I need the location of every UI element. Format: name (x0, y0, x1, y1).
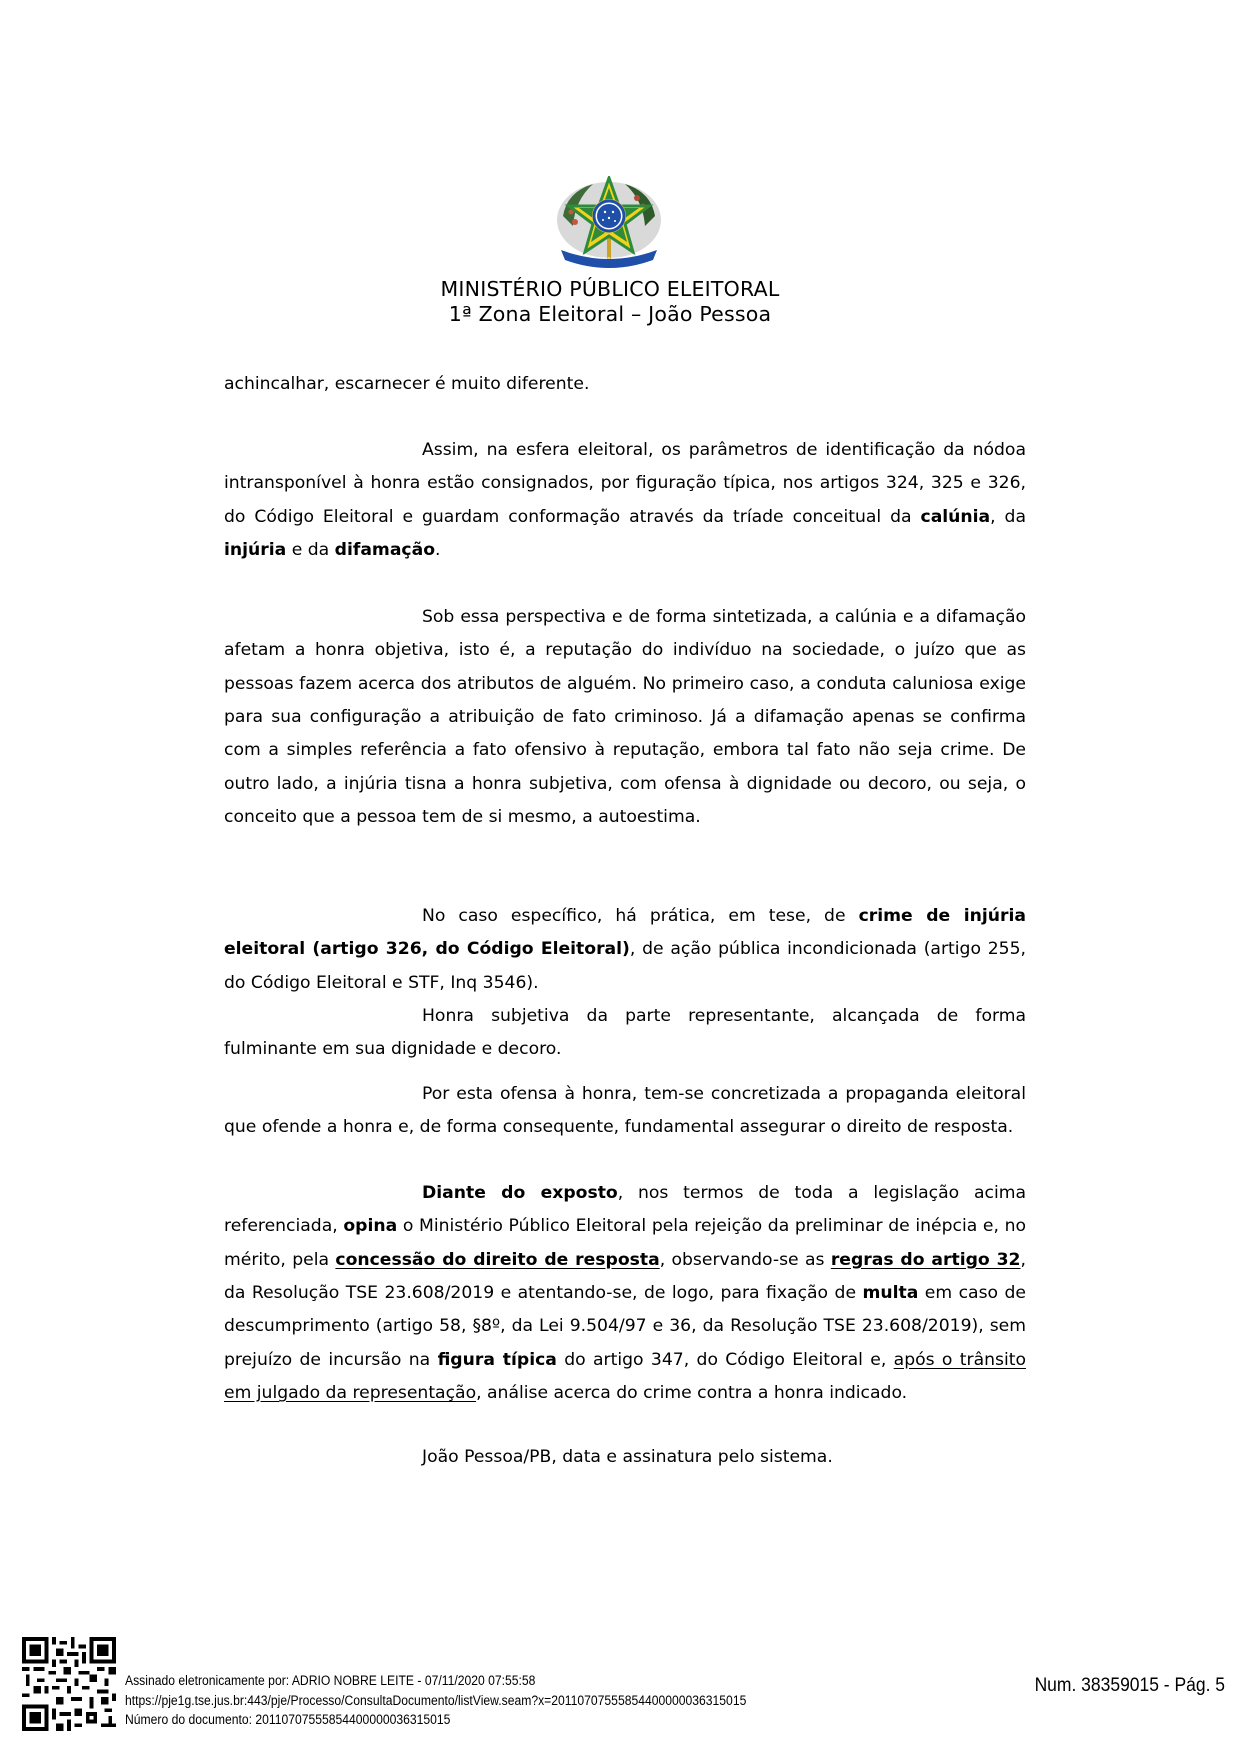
text-run: . (435, 540, 441, 561)
qr-code-icon[interactable] (22, 1637, 116, 1731)
paragraph-text: achincalhar, escarnecer é muito diferente. (224, 374, 590, 394)
paragraph-3 (224, 900, 1026, 1000)
bold-figura-tipica: figura típica (437, 1349, 557, 1370)
text-run: em caso de descumprimento (artigo 58, §8º, da Lei 9.504/97 e 36, da Resolução TSE 23.608/2019), sem prejuízo de incursão na (224, 1283, 1026, 1370)
bold-underlined-concessao: concessão do direito de resposta (335, 1249, 660, 1270)
header-subtitle: 1ª Zona Eleitoral – João Pessoa (448, 302, 772, 326)
text-run: No caso específico, há prática, em tese, de (422, 906, 859, 926)
text-run: , análise acerca do crime contra a honra indicado. (476, 1383, 908, 1404)
bold-diante-do-exposto: Diante do exposto (422, 1183, 618, 1203)
bold-term-calunia: calúnia (920, 506, 991, 527)
closing-line: João Pessoa/PB, data e assinatura pelo sistema. (422, 1447, 833, 1467)
text-run: Assim, na esfera eleitoral, os parâmetros de identificação da nódoa intransponível à honra estão consignados, por figuração típica, nos artigos 324, 325 e 326, do Código Eleitoral e guardam conformação através da tríade conceitual da (224, 440, 1026, 527)
text-run: , da (990, 506, 1026, 527)
bold-multa: multa (862, 1283, 919, 1304)
paragraph-continuation (224, 368, 1026, 401)
coat-of-arms-icon (553, 176, 665, 268)
text-run: , observando-se as (659, 1249, 831, 1270)
bold-opina: opina (343, 1216, 398, 1237)
text-run: do artigo 347, do Código Eleitoral e, (556, 1349, 894, 1370)
header-title: MINISTÉRIO PÚBLICO ELEITORAL (440, 277, 780, 301)
text-run: , nos termos de toda a legislação acima referenciada, (224, 1183, 1026, 1237)
paragraph-4 (224, 1000, 1026, 1067)
paragraph-6 (224, 1177, 1026, 1410)
paragraph-1 (224, 434, 1026, 567)
text-run: o Ministério Público Eleitoral pela rejeição da preliminar de inépcia e, no mérito, pela (224, 1216, 1027, 1270)
paragraph-2 (224, 601, 1026, 834)
paragraph-text: Honra subjetiva da parte representante, alcançada de forma fulminante em sua dignidade e decoro. (224, 1006, 1026, 1060)
paragraph-text: Sob essa perspectiva e de forma sintetizada, a calúnia e a difamação afetam a honra objetiva, isto é, a reputação do indivíduo na sociedade, o juízo que as pessoas fazem acerca dos atributos de alguém. No primeiro caso, a conduta caluniosa exige para sua configuração a atribuição de fato criminoso. Já a difamação apenas se confirma com a simples referência a fato ofensivo à reputação, embora tal fato não seja crime. De outro lado, a injúria tisna a honra subjetiva, com ofensa à dignidade ou decoro, ou seja, o conceito que a pessoa tem de si mesmo, a autoestima. (224, 607, 1026, 828)
document-url-link[interactable]: https://pje1g.tse.jus.br:443/pje/Processo/ConsultaDocumento/listView.seam?x=20110707555854400000036315015 (125, 1693, 747, 1708)
paragraph-5 (224, 1078, 1026, 1145)
document-number: Número do documento: 20110707555854400000036315015 (125, 1712, 451, 1727)
text-run: , de ação pública incondicionada (artigo 255, do Código Eleitoral e STF, Inq 3546). (224, 939, 1026, 993)
page-reference: Num. 38359015 - Pág. 5 (1034, 1675, 1225, 1696)
bold-term-difamacao: difamação (334, 540, 436, 561)
bold-crime-injuria: crime de injúria eleitoral (artigo 326, do Código Eleitoral) (224, 906, 1026, 960)
text-run: e da (286, 540, 335, 561)
signature-info: Assinado eletronicamente por: ADRIO NOBRE LEITE - 07/11/2020 07:55:58 (125, 1673, 536, 1688)
bold-term-injuria: injúria (224, 540, 287, 561)
text-run: , da Resolução TSE 23.608/2019 e atentando-se, de logo, para fixação de (224, 1249, 1026, 1304)
underlined-transito: após o trânsito em julgado da representação (224, 1349, 1027, 1404)
paragraph-text: Por esta ofensa à honra, tem-se concretizada a propaganda eleitoral que ofende a honra e, de forma consequente, fundamental assegurar o direito de resposta. (224, 1084, 1026, 1138)
bold-underlined-regras: regras do artigo 32 (830, 1249, 1021, 1270)
